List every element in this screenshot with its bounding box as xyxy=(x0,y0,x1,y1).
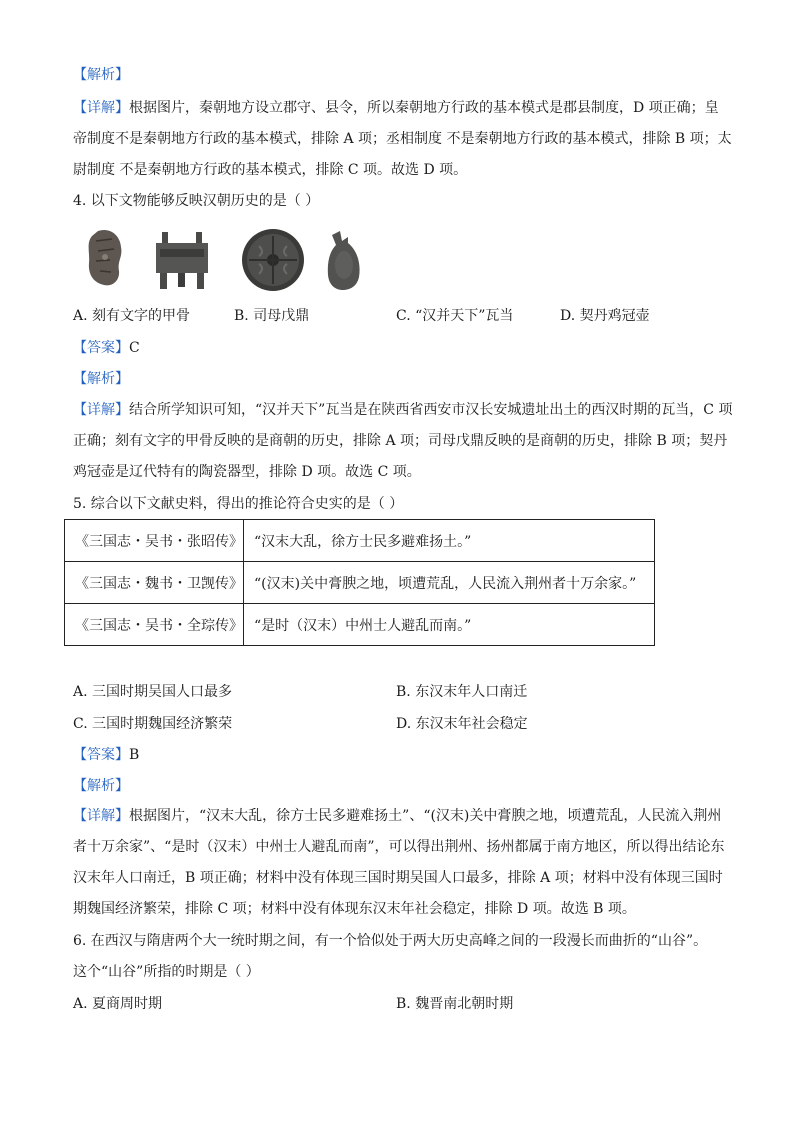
q4-detail-line-2: 正确；刻有文字的甲骨反映的是商朝的历史，排除 A 项；司母戊鼎反映的是商朝的历史，排除 B 项；契丹 xyxy=(73,433,728,449)
source-quote: “(汉末)关中膏腴之地，顷遭荒乱，人民流入荆州者十万余家。” xyxy=(244,562,655,604)
q5-source-table xyxy=(64,519,655,646)
q4-option-d: D. 契丹鸡冠壶 xyxy=(560,308,650,324)
q5-analysis-tag: 【解析】 xyxy=(73,778,129,794)
q6-question-line-2: 这个“山谷”所指的时期是（ ） xyxy=(73,964,260,980)
q5-detail-line-3: 汉末年人口南迁，B 项正确；材料中没有体现三国时期吴国人口最多，排除 A 项；材料中没有体现三国时 xyxy=(73,870,723,886)
roof-tile-end-icon xyxy=(241,228,305,292)
q6-option-b: B. 魏晋南北朝时期 xyxy=(396,996,514,1012)
table-row xyxy=(65,562,655,604)
q4-detail-line-1: 【详解】结合所学知识可知，“汉并天下”瓦当是在陕西省西安市汉长安城遗址出土的西汉时期的瓦当，C 项 xyxy=(73,402,733,418)
source-quote: “汉末大乱，徐方士民多避难扬土。” xyxy=(244,520,655,562)
q4-answer-value: C xyxy=(129,340,140,356)
q4-option-a: A. 刻有文字的甲骨 xyxy=(73,308,191,324)
q5-option-c: C. 三国时期魏国经济繁荣 xyxy=(73,716,233,732)
table-row xyxy=(65,604,655,646)
q3-detail-line-3: 尉制度 不是秦朝地方行政的基本模式，排除 C 项。故选 D 项。 xyxy=(73,162,468,178)
q5-detail-line-2: 者十万余家”、“是时（汉末）中州士人避乱而南”，可以得出荆州、扬州都属于南方地区，所以得出结论东 xyxy=(73,839,725,855)
q4-option-b: B. 司母戊鼎 xyxy=(234,308,310,324)
source-title: 《三国志・吴书・全琮传》 xyxy=(65,604,244,646)
q4-detail-tag: 【详解】 xyxy=(73,402,129,418)
q5-answer-tag: 【答案】 xyxy=(73,747,129,763)
q6-question-line-1: 6. 在西汉与隋唐两个大一统时期之间，有一个恰似处于两大历史高峰之间的一段漫长而曲折的“山谷”。 xyxy=(73,933,708,949)
q4-question: 4. 以下文物能够反映汉朝历史的是（ ） xyxy=(73,193,320,209)
q5-detail-line-4: 期魏国经济繁荣，排除 C 项；材料中没有体现东汉末年社会稳定，排除 D 项。故选 B 项。 xyxy=(73,901,636,917)
q4-answer-tag: 【答案】 xyxy=(73,340,129,356)
q5-detail-line-1: 【详解】根据图片，“汉末大乱，徐方士民多避难扬土”、“(汉末)关中膏腴之地，顷遭荒乱，人民流入荆州 xyxy=(73,808,722,824)
source-title: 《三国志・魏书・卫觊传》 xyxy=(65,562,244,604)
q5-option-b: B. 东汉末年人口南迁 xyxy=(396,684,528,700)
table-row xyxy=(65,520,655,562)
q5-answer xyxy=(73,745,139,765)
bronze-ding-icon xyxy=(150,229,214,291)
q5-question: 5. 综合以下文献史料，得出的推论符合史实的是（ ） xyxy=(73,496,404,512)
source-title: 《三国志・吴书・张昭传》 xyxy=(65,520,244,562)
q4-detail-line-3: 鸡冠壶是辽代特有的陶瓷器型，排除 D 项。故选 C 项。 xyxy=(73,464,421,480)
q5-detail-tag: 【详解】 xyxy=(73,808,129,824)
q3-detail-tag: 【详解】 xyxy=(73,100,129,116)
q5-option-a: A. 三国时期吴国人口最多 xyxy=(73,684,233,700)
source-quote: “是时（汉末）中州士人避乱而南。” xyxy=(244,604,655,646)
q4-analysis-tag: 【解析】 xyxy=(73,371,129,387)
oracle-bone-icon xyxy=(84,227,124,289)
ceramic-pot-icon xyxy=(326,229,362,291)
q6-option-a: A. 夏商周时期 xyxy=(73,996,163,1012)
q5-answer-value: B xyxy=(129,747,140,763)
q5-option-d: D. 东汉末年社会稳定 xyxy=(396,716,528,732)
q3-analysis-tag: 【解析】 xyxy=(73,67,129,83)
q4-option-c: C. “汉并天下”瓦当 xyxy=(396,308,514,324)
q3-detail-line-2: 帝制度不是秦朝地方行政的基本模式，排除 A 项；丞相制度 不是秦朝地方行政的基本模式，排除 B 项；太 xyxy=(73,131,732,147)
q4-answer xyxy=(73,338,140,358)
q3-detail-line-1: 【详解】根据图片，秦朝地方设立郡守、县令，所以秦朝地方行政的基本模式是郡县制度，D 项正确；皇 xyxy=(73,100,719,116)
